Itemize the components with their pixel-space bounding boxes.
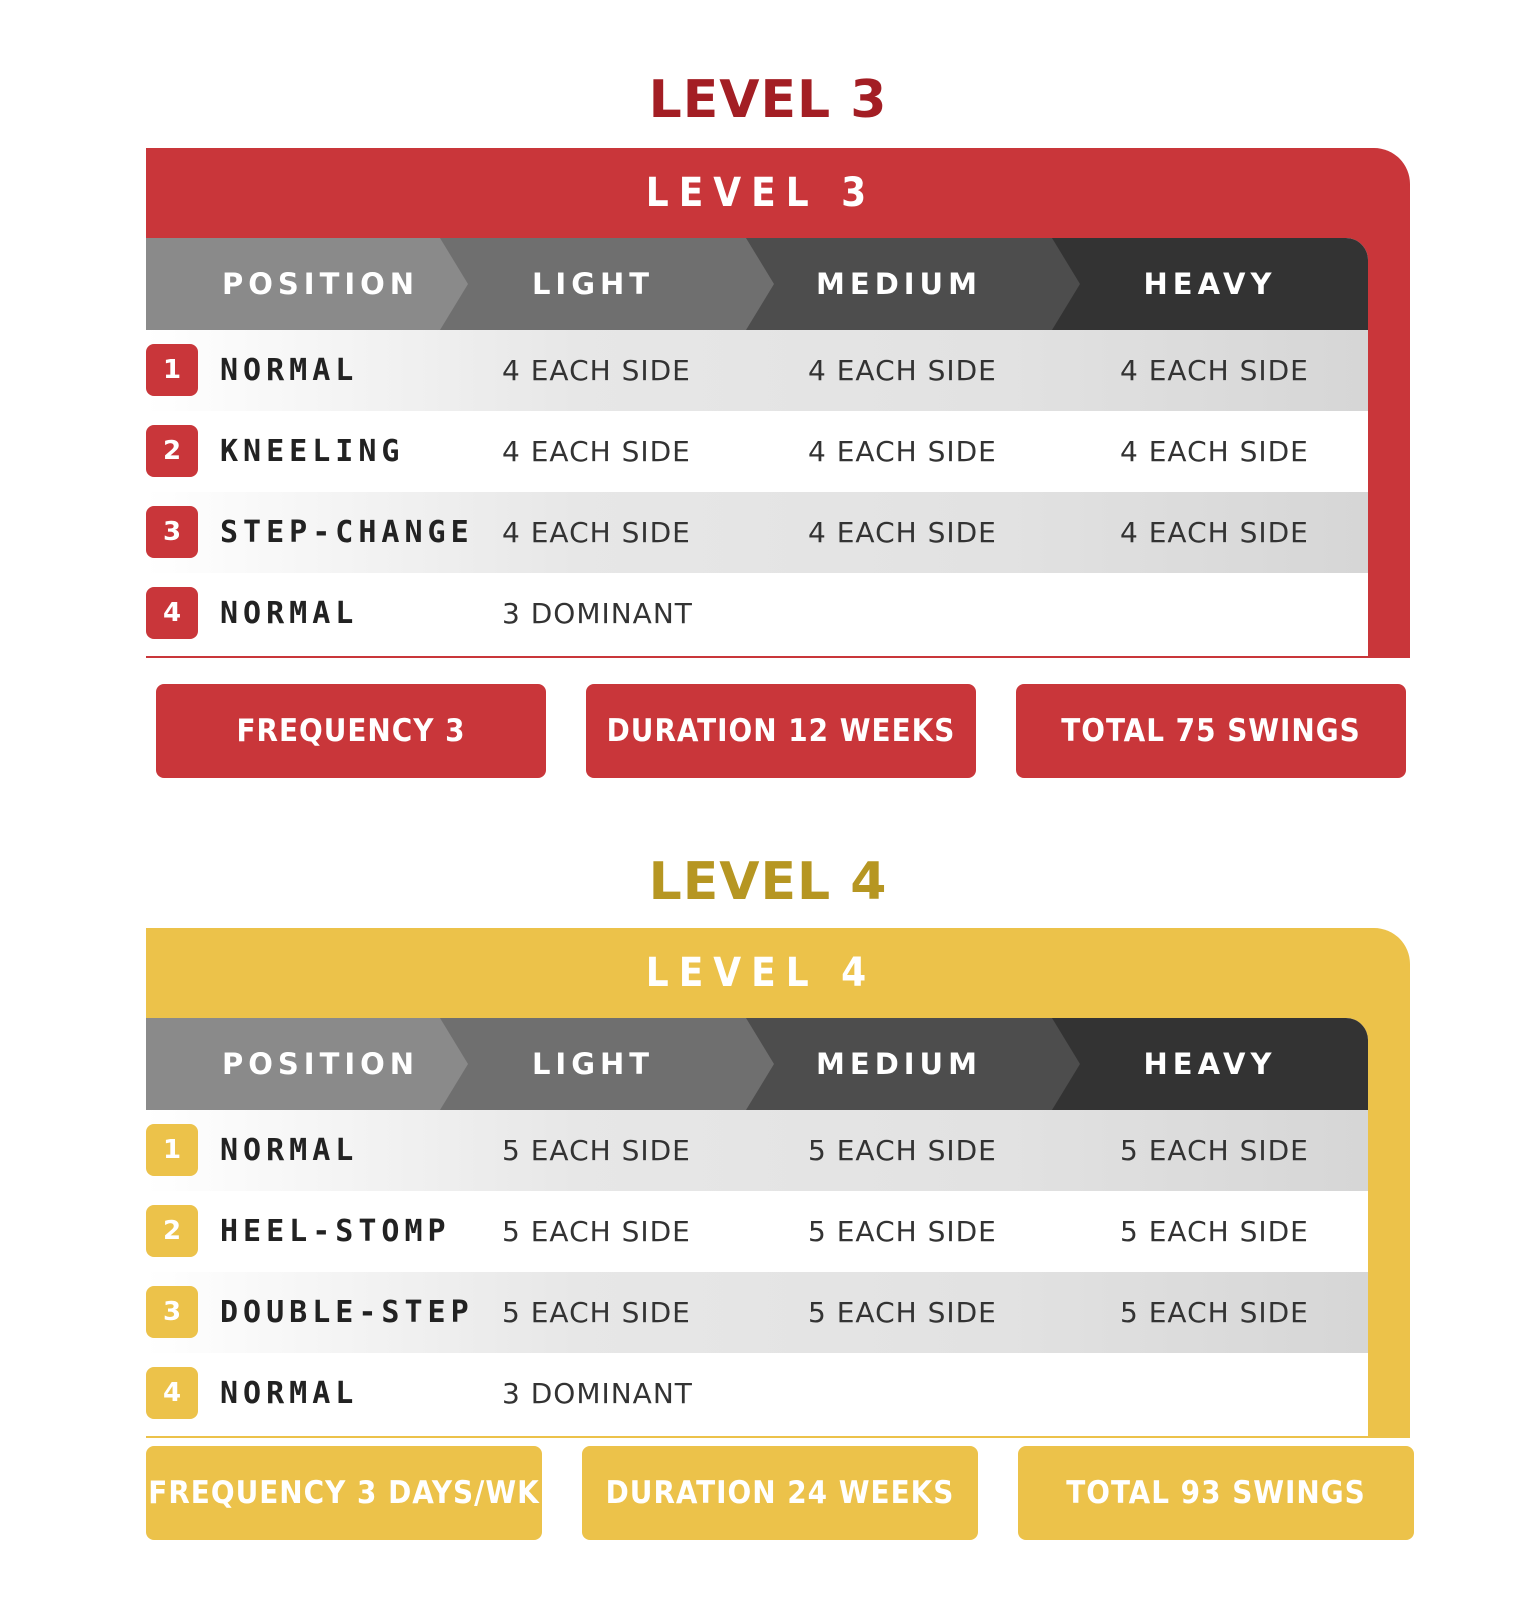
position-label: NORMAL (220, 1376, 359, 1411)
header-medium: MEDIUM (746, 1018, 1052, 1110)
position-label: NORMAL (220, 1133, 359, 1168)
table-row (146, 330, 1368, 411)
light-value: 3 DOMINANT (502, 597, 693, 630)
level-3-band-title: LEVEL 3 (645, 170, 877, 216)
heavy-value: 5 EACH SIDE (1120, 1134, 1309, 1167)
header-position: POSITION (146, 238, 440, 330)
table-row (146, 411, 1368, 492)
heavy-value: 4 EACH SIDE (1120, 435, 1309, 468)
table-row (146, 1191, 1368, 1272)
duration-button[interactable]: DURATION 12 WEEKS (586, 684, 976, 778)
table-header (146, 238, 1368, 330)
level-3-heading: LEVEL 3 (648, 70, 888, 130)
header-light: LIGHT (440, 1018, 746, 1110)
header-position: POSITION (146, 1018, 440, 1110)
heavy-value: 5 EACH SIDE (1120, 1296, 1309, 1329)
table-row (146, 492, 1368, 573)
medium-value: 4 EACH SIDE (808, 516, 997, 549)
medium-value: 5 EACH SIDE (808, 1296, 997, 1329)
table-row (146, 573, 1368, 654)
heavy-value: 4 EACH SIDE (1120, 354, 1309, 387)
level-3-table (146, 238, 1368, 656)
header-medium: MEDIUM (746, 238, 1052, 330)
position-label: STEP-CHANGE (220, 515, 474, 550)
row-number-badge: 2 (146, 425, 198, 477)
level-4-heading: LEVEL 4 (648, 852, 888, 912)
row-number-badge: 1 (146, 344, 198, 396)
position-label: KNEELING (220, 434, 405, 469)
level-4-table (146, 1018, 1368, 1436)
row-number-badge: 4 (146, 587, 198, 639)
header-heavy: HEAVY (1052, 1018, 1368, 1110)
light-value: 3 DOMINANT (502, 1377, 693, 1410)
light-value: 5 EACH SIDE (502, 1134, 691, 1167)
medium-value: 5 EACH SIDE (808, 1215, 997, 1248)
light-value: 4 EACH SIDE (502, 354, 691, 387)
row-number-badge: 3 (146, 506, 198, 558)
frequency-button[interactable]: FREQUENCY 3 DAYS/WK (146, 1446, 542, 1540)
table-row (146, 1272, 1368, 1353)
light-value: 5 EACH SIDE (502, 1296, 691, 1329)
total-button[interactable]: TOTAL 75 SWINGS (1016, 684, 1406, 778)
position-label: NORMAL (220, 596, 359, 631)
heavy-value: 4 EACH SIDE (1120, 516, 1309, 549)
row-number-badge: 4 (146, 1367, 198, 1419)
heavy-value: 5 EACH SIDE (1120, 1215, 1309, 1248)
table-header (146, 1018, 1368, 1110)
medium-value: 5 EACH SIDE (808, 1134, 997, 1167)
level-4-band-title: LEVEL 4 (645, 950, 877, 996)
table-row (146, 1110, 1368, 1191)
header-light: LIGHT (440, 238, 746, 330)
light-value: 4 EACH SIDE (502, 516, 691, 549)
light-value: 5 EACH SIDE (502, 1215, 691, 1248)
medium-value: 4 EACH SIDE (808, 354, 997, 387)
position-label: NORMAL (220, 353, 359, 388)
row-number-badge: 2 (146, 1205, 198, 1257)
header-heavy: HEAVY (1052, 238, 1368, 330)
light-value: 4 EACH SIDE (502, 435, 691, 468)
medium-value: 4 EACH SIDE (808, 435, 997, 468)
total-button[interactable]: TOTAL 93 SWINGS (1018, 1446, 1414, 1540)
frequency-button[interactable]: FREQUENCY 3 DAYS/WK (156, 684, 546, 778)
duration-button[interactable]: DURATION 24 WEEKS (582, 1446, 978, 1540)
table-row (146, 1353, 1368, 1434)
row-number-badge: 1 (146, 1124, 198, 1176)
position-label: HEEL-STOMP (220, 1214, 451, 1249)
row-number-badge: 3 (146, 1286, 198, 1338)
position-label: DOUBLE-STEP (220, 1295, 474, 1330)
